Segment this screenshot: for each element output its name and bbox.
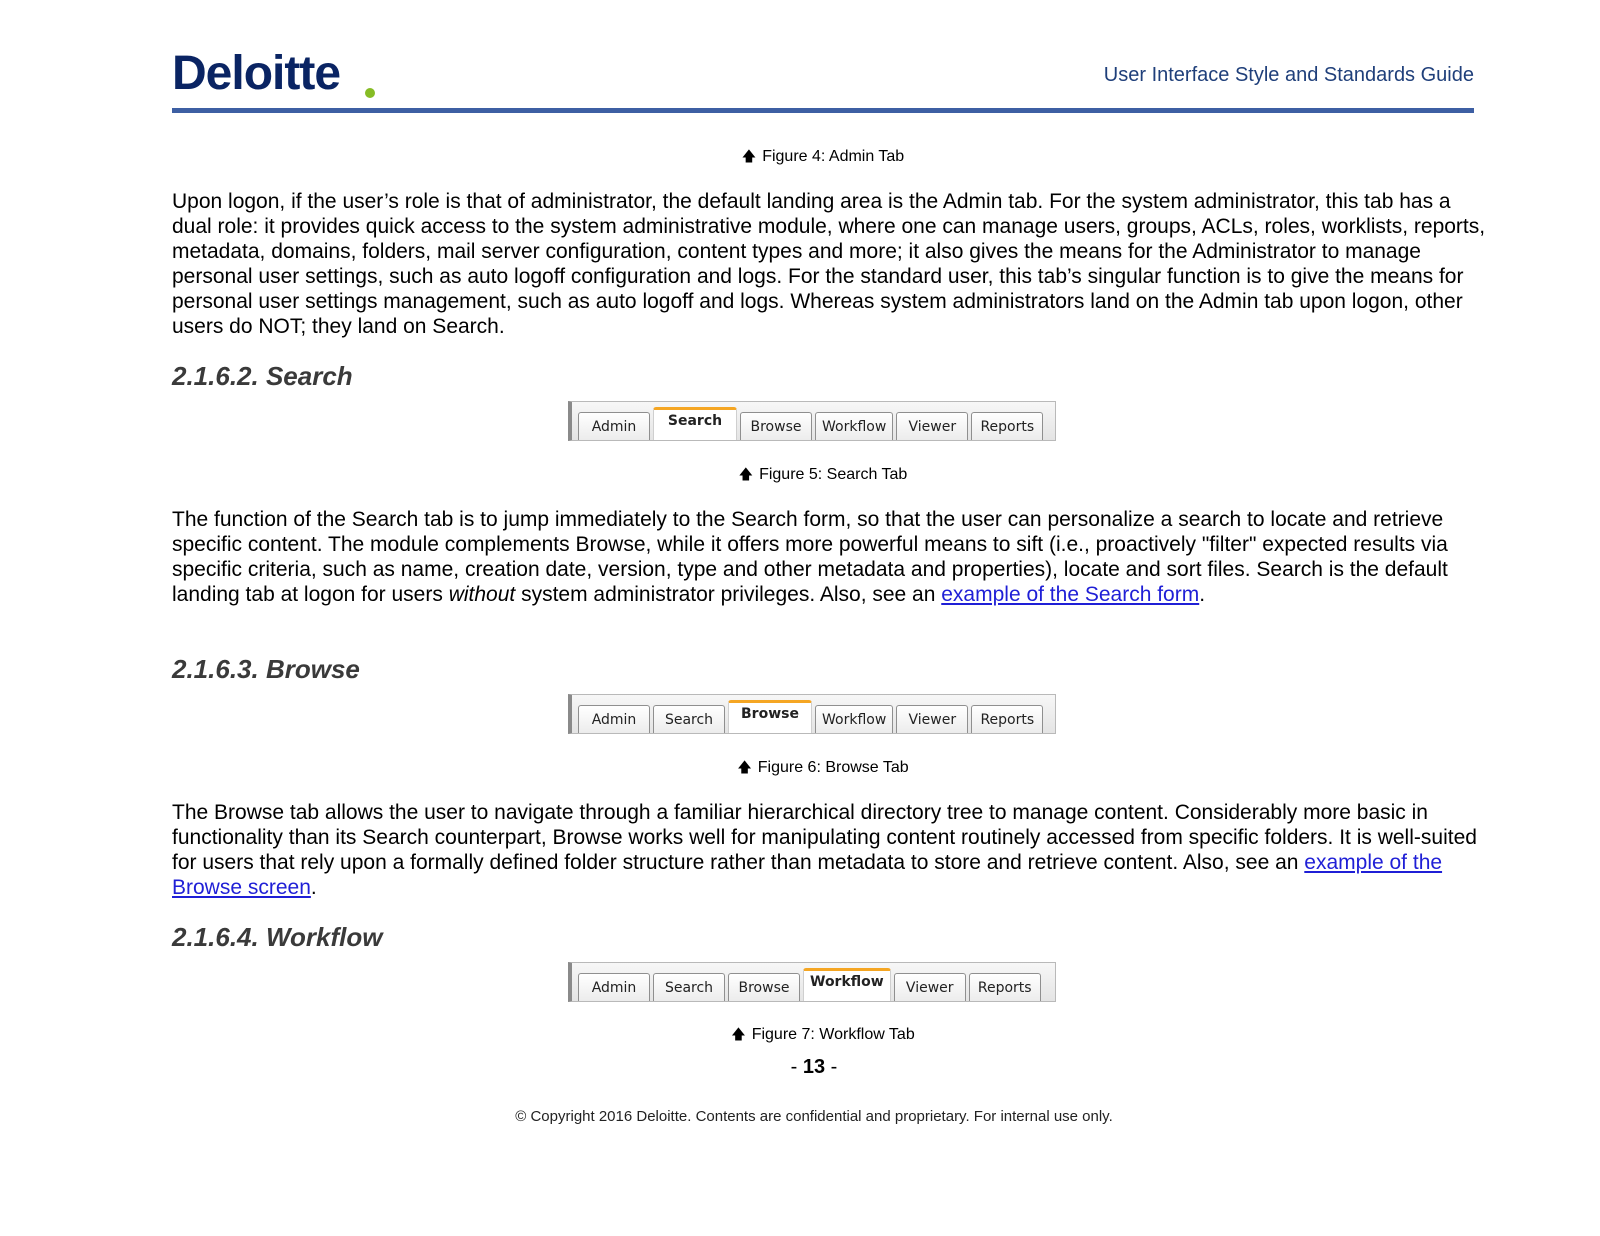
page-prefix: - — [790, 1056, 803, 1078]
caption-text: Figure 7: Workflow Tab — [751, 1026, 915, 1043]
tab-reports[interactable]: Reports — [969, 973, 1041, 1001]
figure-5-caption — [172, 464, 1474, 485]
up-arrow-icon: 🡅 — [731, 1026, 746, 1042]
search-form-link[interactable]: example of the Search form — [941, 583, 1200, 606]
tab-browse[interactable]: Browse — [728, 973, 800, 1001]
tab-search[interactable]: Search — [653, 973, 725, 1001]
tab-viewer[interactable]: Viewer — [896, 412, 968, 440]
tab-workflow[interactable]: Workflow — [815, 705, 893, 733]
logo-dot-icon — [365, 88, 375, 98]
tab-browse[interactable]: Browse — [740, 412, 812, 440]
tab-admin[interactable]: Admin — [578, 412, 650, 440]
document-title: User Interface Style and Standards Guide — [1103, 64, 1474, 86]
admin-paragraph: Upon logon, if the user’s role is that of administrator, the default landing area is the Admin tab. For the system administrator, this tab has a dual role: it provides quick access to the system administrative module, where one can manage users, groups, ACLs, roles, worklists, reports, metadata, domains, folders, mail server configuration, content types and more; it also gives the means for the Administrator to manage personal user settings, such as auto logoff configuration and logs. For the standard user, this tab’s singular function is to give the means for personal user settings management, such as auto logoff and logs. Whereas system administrators land on the Admin tab upon logon, other users do NOT; they land on Search. — [172, 190, 1486, 338]
tab-workflow[interactable]: Workflow — [803, 968, 891, 1001]
search-para-end: . — [1199, 583, 1206, 606]
tab-browse[interactable]: Browse — [728, 700, 812, 733]
search-heading: 2.1.6.2. Search — [172, 361, 353, 391]
page-suffix: - — [825, 1056, 838, 1078]
search-para-text-2: system administrator privileges. Also, see an — [515, 583, 942, 606]
browse-screen-link[interactable]: example of the Browse screen — [172, 851, 1443, 899]
page-number — [0, 1056, 1600, 1079]
tab-admin[interactable]: Admin — [578, 705, 650, 733]
copyright-footer: © Copyright 2016 Deloitte. Contents are confidential and proprietary. For internal use only. — [515, 1108, 1113, 1125]
caption-text: Figure 5: Search Tab — [759, 466, 908, 483]
tab-workflow[interactable]: Workflow — [815, 412, 893, 440]
browse-para-end: . — [310, 876, 317, 899]
tab-admin[interactable]: Admin — [578, 973, 650, 1001]
page-number-value: 13 — [802, 1056, 826, 1078]
figure-6-caption — [172, 757, 1474, 778]
tab-search[interactable]: Search — [653, 705, 725, 733]
caption-text: Figure 4: Admin Tab — [762, 148, 905, 165]
tab-reports[interactable]: Reports — [971, 705, 1043, 733]
tab-reports[interactable]: Reports — [971, 412, 1043, 440]
tab-bar-workflow-figure — [568, 962, 1056, 1002]
up-arrow-icon: 🡅 — [741, 148, 757, 164]
tab-viewer[interactable]: Viewer — [894, 973, 966, 1001]
browse-heading: 2.1.6.3. Browse — [172, 654, 360, 684]
workflow-heading: 2.1.6.4. Workflow — [172, 922, 383, 952]
figure-4-caption — [172, 146, 1474, 167]
deloitte-logo: Deloitte — [172, 47, 341, 100]
browse-para-text: The Browse tab allows the user to navigate through a familiar hierarchical directory tree to manage content. Considerably more basic in functionality than its Search counterpart, Browse works well for manipulating content routinely accessed from specific folders. It is well-suited for users that rely upon a formally defined folder structure rather than metadata to store and retrieve content. Also, see an — [172, 801, 1477, 874]
search-para-text: The function of the Search tab is to jump immediately to the Search form, so that the user can personalize a search to locate and retrieve specific content. The module complements Browse, while it offers more powerful means to sift (i.e., proactively "filter" expected results via specific criteria, such as name, creation date, version, type and other metadata and properties), locate and sort files. Search is the default landing tab at logon for users — [172, 508, 1448, 606]
tab-search[interactable]: Search — [653, 407, 737, 440]
figure-7-caption — [172, 1024, 1474, 1045]
header-rule — [172, 108, 1474, 113]
browse-paragraph — [172, 800, 1494, 900]
tab-bar-browse-figure — [568, 694, 1056, 734]
caption-text: Figure 6: Browse Tab — [757, 759, 909, 776]
tab-viewer[interactable]: Viewer — [896, 705, 968, 733]
search-paragraph — [172, 507, 1494, 607]
up-arrow-icon: 🡅 — [737, 759, 752, 775]
tab-bar-search-figure — [568, 401, 1056, 441]
search-para-emphasis: without — [448, 583, 516, 606]
up-arrow-icon: 🡅 — [738, 466, 754, 482]
